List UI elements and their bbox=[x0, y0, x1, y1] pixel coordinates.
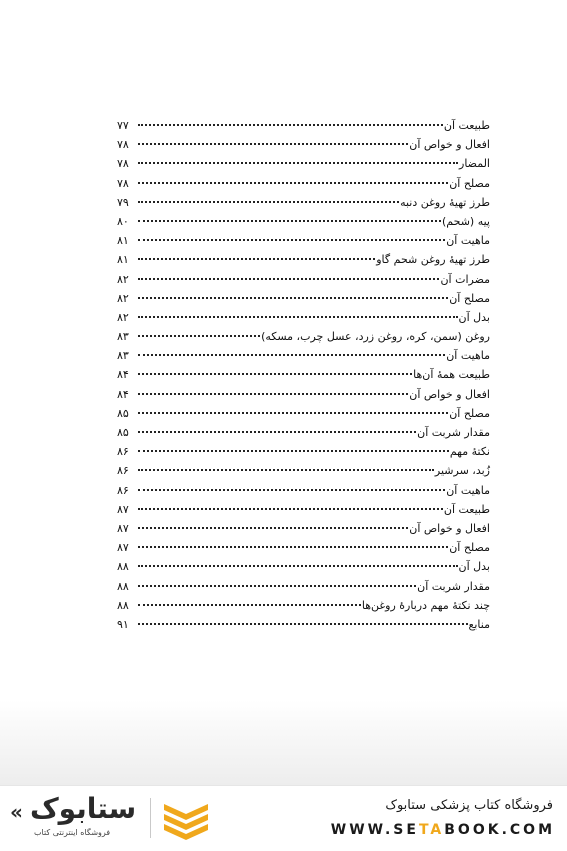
toc-entry-title: مضرات آن bbox=[440, 272, 490, 286]
store-footer bbox=[0, 785, 567, 851]
toc-entry bbox=[117, 404, 490, 423]
toc-entry bbox=[117, 385, 490, 404]
toc-dot-leader bbox=[138, 219, 441, 222]
store-url[interactable] bbox=[331, 822, 555, 838]
toc-dot-leader bbox=[138, 449, 449, 452]
toc-entry bbox=[117, 442, 490, 461]
toc-entry-title: منابع bbox=[468, 617, 490, 631]
toc-entry-page: ۸۱ bbox=[117, 234, 129, 248]
toc-entry-page: ۸۵ bbox=[117, 406, 129, 420]
toc-dot-leader bbox=[138, 603, 361, 606]
toc-entry-page: ۷۸ bbox=[117, 157, 129, 171]
toc-dot-leader bbox=[138, 545, 448, 548]
toc-entry-title: طرز تهیهٔ روغن شحم گاو bbox=[376, 253, 490, 267]
toc-dot-leader bbox=[138, 392, 408, 395]
toc-dot-leader bbox=[138, 181, 448, 184]
toc-dot-leader bbox=[138, 564, 458, 567]
toc-entry bbox=[117, 116, 490, 135]
toc-entry-page: ۸۶ bbox=[117, 445, 129, 459]
book-logo-icon bbox=[160, 796, 212, 842]
toc-entry-title: افعال و خواص آن bbox=[409, 387, 490, 401]
toc-entry-page: ۸۸ bbox=[117, 560, 129, 574]
toc-dot-leader bbox=[138, 507, 443, 510]
toc-dot-leader bbox=[138, 296, 448, 299]
url-accent: TA bbox=[418, 822, 445, 838]
toc-entry-page: ۸۸ bbox=[117, 579, 129, 593]
toc-dot-leader bbox=[138, 334, 260, 337]
toc-entry bbox=[117, 596, 490, 615]
toc-entry bbox=[117, 519, 490, 538]
toc-entry bbox=[117, 500, 490, 519]
toc-entry bbox=[117, 174, 490, 193]
chevrons-icon: « bbox=[10, 800, 23, 824]
toc-entry-page: ۸۱ bbox=[117, 253, 129, 267]
toc-entry-page: ۷۹ bbox=[117, 195, 129, 209]
toc-entry-title: روغن (سمن، کره، روغن زرد، عسل چرب، مسکه) bbox=[261, 330, 490, 344]
toc-entry-title: مصلح آن bbox=[449, 176, 490, 190]
toc-entry-page: ۹۱ bbox=[117, 617, 129, 631]
toc-entry-title: مصلح آن bbox=[449, 406, 490, 420]
toc-entry-page: ۷۸ bbox=[117, 138, 129, 152]
toc-entry-title: ماهیت آن bbox=[446, 234, 490, 248]
toc-dot-leader bbox=[138, 315, 458, 318]
toc-entry-page: ۸۰ bbox=[117, 214, 129, 228]
toc-entry-page: ۸۷ bbox=[117, 521, 129, 535]
toc-entry bbox=[117, 135, 490, 154]
toc-entry bbox=[117, 270, 490, 289]
toc-entry-page: ۸۷ bbox=[117, 502, 129, 516]
toc-entry bbox=[117, 577, 490, 596]
logo-divider bbox=[150, 798, 151, 838]
toc-entry-page: ۸۶ bbox=[117, 464, 129, 478]
toc-entry bbox=[117, 423, 490, 442]
toc-entry-title: مصلح آن bbox=[449, 541, 490, 555]
toc-dot-leader bbox=[138, 123, 443, 126]
store-name: فروشگاه کتاب پزشکی ستابوک bbox=[385, 798, 553, 813]
toc-entry-page: ۸۵ bbox=[117, 426, 129, 439]
toc-dot-leader bbox=[138, 257, 375, 260]
toc-dot-leader bbox=[138, 200, 399, 203]
toc-entry-title: چند نکتهٔ مهم دربارهٔ روغن‌ها bbox=[361, 598, 490, 612]
page-shadow bbox=[0, 700, 567, 790]
toc-entry-title: ماهیت آن bbox=[446, 349, 490, 363]
toc-entry-page: ۸۶ bbox=[117, 483, 129, 497]
toc-entry-title: ماهیت آن bbox=[446, 483, 490, 497]
toc-entry-page: ۷۷ bbox=[117, 119, 129, 132]
toc-entry-title: مقدار شربت آن bbox=[417, 579, 490, 593]
toc-entry-page: ۸۳ bbox=[117, 330, 129, 344]
toc-dot-leader bbox=[138, 372, 412, 375]
toc-dot-leader bbox=[138, 161, 458, 164]
toc-entry bbox=[117, 365, 490, 384]
toc-entry bbox=[117, 461, 490, 480]
toc-entry-title: افعال و خواص آن bbox=[409, 138, 490, 152]
table-of-contents bbox=[117, 116, 490, 634]
toc-entry-title: طبیعت آن bbox=[443, 119, 490, 132]
toc-entry-page: ۸۲ bbox=[117, 310, 129, 324]
url-end: BOOK.COM bbox=[444, 822, 555, 838]
toc-entry-title: طبیعت همهٔ آن‌ها bbox=[413, 368, 490, 382]
toc-entry-page: ۷۸ bbox=[117, 176, 129, 190]
toc-dot-leader bbox=[138, 488, 445, 491]
toc-entry-title: المضار bbox=[459, 157, 490, 171]
toc-dot-leader bbox=[138, 238, 445, 241]
toc-entry bbox=[117, 193, 490, 212]
toc-dot-leader bbox=[138, 526, 408, 529]
toc-entry-title: مصلح آن bbox=[449, 291, 490, 305]
toc-entry-title: بدل آن bbox=[458, 560, 490, 574]
toc-dot-leader bbox=[138, 430, 416, 433]
toc-entry bbox=[117, 538, 490, 557]
toc-entry bbox=[117, 231, 490, 250]
brand-wordmark: ستابوک bbox=[30, 792, 137, 825]
toc-entry-page: ۸۳ bbox=[117, 349, 129, 363]
toc-entry-page: ۸۲ bbox=[117, 291, 129, 305]
toc-dot-leader bbox=[138, 142, 408, 145]
toc-entry bbox=[117, 154, 490, 173]
toc-entry-title: مقدار شربت آن bbox=[417, 426, 490, 439]
toc-entry-title: پیه (شحم) bbox=[442, 214, 490, 228]
toc-dot-leader bbox=[138, 353, 445, 356]
toc-entry bbox=[117, 289, 490, 308]
toc-entry bbox=[117, 250, 490, 269]
toc-dot-leader bbox=[138, 584, 416, 587]
toc-entry-page: ۸۲ bbox=[117, 272, 129, 286]
toc-entry bbox=[117, 308, 490, 327]
toc-entry-title: بدل آن bbox=[458, 310, 490, 324]
toc-entry-title: زُبد، سرشیر bbox=[434, 464, 490, 478]
toc-dot-leader bbox=[138, 277, 439, 280]
toc-dot-leader bbox=[138, 411, 448, 414]
toc-entry-title: نکتهٔ مهم bbox=[449, 445, 490, 459]
toc-entry-page: ۸۴ bbox=[117, 387, 129, 401]
toc-entry bbox=[117, 212, 490, 231]
toc-dot-leader bbox=[138, 468, 434, 471]
toc-dot-leader bbox=[138, 622, 468, 625]
brand-tagline: فروشگاه اینترنتی کتاب bbox=[34, 828, 111, 837]
toc-entry bbox=[117, 615, 490, 634]
toc-entry-title: طرز تهیهٔ روغن دنبه bbox=[400, 195, 490, 209]
toc-entry-page: ۸۴ bbox=[117, 368, 129, 382]
toc-entry-title: افعال و خواص آن bbox=[409, 521, 490, 535]
toc-entry bbox=[117, 346, 490, 365]
toc-entry bbox=[117, 327, 490, 346]
toc-entry bbox=[117, 481, 490, 500]
toc-entry bbox=[117, 557, 490, 576]
toc-entry-page: ۸۸ bbox=[117, 598, 129, 612]
toc-entry-title: طبیعت آن bbox=[443, 502, 490, 516]
toc-entry-page: ۸۷ bbox=[117, 541, 129, 555]
url-start: WWW.SE bbox=[330, 822, 419, 838]
